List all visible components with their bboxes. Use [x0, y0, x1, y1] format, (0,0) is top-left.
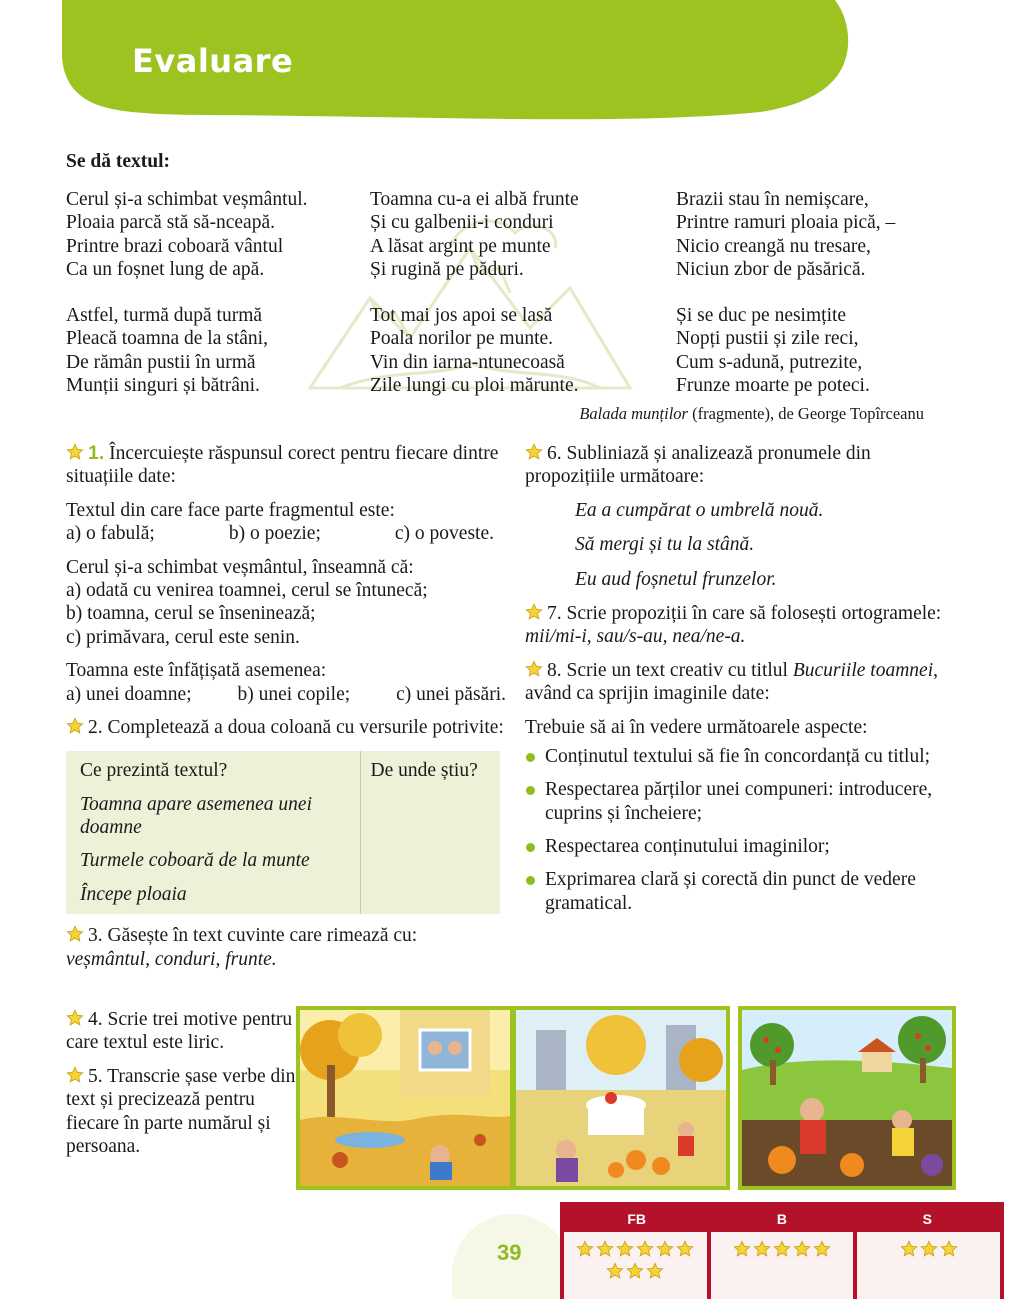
page-title: Evaluare — [132, 42, 294, 80]
composition-title: Bucuriile toamnei — [792, 659, 934, 681]
stanza-3 — [676, 188, 895, 282]
verse: De rămân pustii în urmă — [66, 351, 256, 373]
star-icon — [676, 1240, 694, 1258]
task-1 — [66, 442, 506, 706]
star-icon — [616, 1240, 634, 1258]
grade-stars-s — [857, 1232, 1000, 1299]
task-8-text-end: , având ca sprijin imaginile date: — [525, 659, 938, 705]
option[interactable]: b) toamna, cerul se înseninează; — [66, 603, 316, 625]
star-icon — [525, 603, 543, 621]
table-cell: Turmele coboară de la munte — [80, 850, 310, 872]
star-icon — [656, 1240, 674, 1258]
star-icon — [813, 1240, 831, 1258]
task-8 — [525, 659, 945, 916]
list-item: Respectarea conținutului imaginilor; — [525, 835, 945, 858]
aspects-intro: Trebuie să ai în vedere următoarele aspecte: — [525, 716, 868, 738]
verse: Pleacă toamna de la stâni, — [66, 328, 268, 350]
star-icon — [646, 1262, 664, 1280]
star-icon — [596, 1240, 614, 1258]
stanza-1 — [66, 188, 308, 282]
task-3 — [66, 924, 506, 971]
autumn-illustration-2 — [512, 1006, 730, 1190]
verse: Niciun zbor de păsărică. — [676, 259, 866, 281]
star-icon — [66, 925, 84, 943]
task-2-text: 2. Completează a doua coloană cu versurile potrivite: — [88, 716, 504, 738]
grade-header-s: S — [922, 1211, 932, 1227]
poem-source-author: (fragmente), de George Topîrceanu — [687, 404, 924, 423]
stanza-5 — [370, 304, 579, 398]
task-5-text: 5. Transcrie șase verbe din text și precizează pentru fiecare în parte numărul și persoana. — [66, 1065, 296, 1157]
verse: Astfel, turmă după turmă — [66, 305, 263, 326]
task-7 — [525, 602, 945, 649]
verse: Ploaia parcă stă să-nceapă. — [66, 212, 275, 234]
page-number: 39 — [497, 1240, 522, 1265]
table-cell: Începe ploaia — [80, 883, 187, 905]
orthogram-words: mii/mi-i, sau/s-au, nea/ne-a. — [525, 626, 746, 648]
task-8-text: 8. Scrie un text creativ cu titlul — [547, 659, 793, 681]
task-4 — [66, 1008, 296, 1055]
verse: A lăsat argint pe munte — [370, 235, 551, 257]
stanza-2 — [370, 188, 579, 282]
star-icon — [940, 1240, 958, 1258]
option[interactable]: c) primăvara, cerul este senin. — [66, 626, 300, 648]
sentence: Eu aud foșnetul frunzelor. — [575, 568, 777, 590]
task-6-text: 6. Subliniază și analizează pronumele din propozițiile următoare: — [525, 443, 871, 488]
question-2: Cerul și-a schimbat veșmântul, înseamnă că: — [66, 556, 414, 578]
sentence: Ea a cumpărat o umbrelă nouă. — [575, 499, 824, 521]
lower-left-tasks — [66, 1008, 296, 1168]
verse: Și cu galbenii-i conduri — [370, 212, 554, 234]
list-item: Conținutul textului să fie în concordanță cu titlul; — [525, 745, 945, 768]
poem — [0, 188, 1024, 438]
verse: Cerul și-a schimbat veșmântul. — [66, 189, 308, 210]
star-icon — [626, 1262, 644, 1280]
option[interactable]: b) unei copile; — [237, 683, 351, 705]
list-item: Exprimarea clară și corectă din punct de vedere gramatical. — [525, 868, 945, 915]
task-1-text: Încercuiește răspunsul corect pentru fiecare dintre situațiile date: — [66, 443, 499, 488]
task-2 — [66, 716, 506, 914]
right-column — [525, 442, 945, 925]
option[interactable]: a) o fabulă; — [66, 523, 155, 545]
verse: Printre ramuri ploaia pică, – — [676, 212, 896, 234]
star-icon — [66, 443, 84, 461]
verse: Toamna cu-a ei albă frunte — [370, 189, 579, 210]
poem-source-title: Balada munților — [579, 404, 688, 423]
verse: Și se duc pe nesimțite — [676, 305, 847, 326]
star-icon — [773, 1240, 791, 1258]
verse: Printre brazi coboară vântul — [66, 235, 284, 257]
star-icon — [900, 1240, 918, 1258]
verse: Zile lungi cu ploi mărunte. — [370, 375, 579, 397]
grade-header-b: B — [776, 1211, 788, 1227]
option[interactable]: a) unei doamne; — [66, 683, 192, 705]
stanza-4 — [66, 304, 268, 398]
option[interactable]: a) odată cu venirea toamnei, cerul se întunecă; — [66, 579, 428, 601]
verse: Frunze moarte pe poteci. — [676, 375, 870, 397]
verse: Munții singuri și bătrâni. — [66, 375, 260, 397]
verse: Nopți pustii și zile reci, — [676, 328, 859, 350]
star-icon — [636, 1240, 654, 1258]
star-icon — [920, 1240, 938, 1258]
verse: Brazii stau în nemișcare, — [676, 189, 869, 210]
task-3-text: 3. Găsește în text cuvinte care rimează cu: — [88, 925, 418, 947]
sentence: Să mergi și tu la stână. — [575, 534, 755, 556]
star-icon — [753, 1240, 771, 1258]
option[interactable]: c) o poveste. — [394, 523, 494, 545]
list-item: Respectarea părților unei compuneri: introducere, cuprins și încheiere; — [525, 778, 945, 825]
autumn-illustration-1 — [296, 1006, 514, 1190]
star-icon — [66, 1066, 84, 1084]
verse: Și rugină pe păduri. — [370, 259, 524, 281]
verse: Ca un foșnet lung de apă. — [66, 259, 265, 281]
grade-stars-fb — [564, 1232, 711, 1299]
stanza-6 — [676, 304, 870, 398]
left-column — [66, 442, 506, 981]
task-4-text: 4. Scrie trei motive pentru care textul este liric. — [66, 1009, 293, 1054]
verse: Poala norilor pe munte. — [370, 328, 554, 350]
task-7-text: 7. Scrie propoziții în care să folosești ortogramele: — [547, 602, 942, 624]
task-1-number: 1. — [88, 442, 105, 464]
task-5 — [66, 1065, 296, 1159]
option[interactable]: b) o poezie; — [228, 523, 321, 545]
task-6 — [525, 442, 945, 591]
verse: Tot mai jos apoi se lasă — [370, 305, 553, 326]
rhyme-words: veșmântul, conduri, frunte. — [66, 948, 277, 970]
verse: Cum s-adună, putrezite, — [676, 351, 863, 373]
grade-stars-b — [711, 1232, 858, 1299]
verse: Nicio creangă nu tresare, — [676, 235, 871, 257]
star-icon — [525, 443, 543, 461]
star-icon — [606, 1262, 624, 1280]
star-icon — [525, 660, 543, 678]
question-3: Toamna este înfățișată asemenea: — [66, 660, 327, 682]
table-header: Ce prezintă textul? — [80, 760, 228, 782]
grading-box — [560, 1202, 1004, 1299]
option[interactable]: c) unei păsări. — [396, 683, 506, 705]
grade-header-fb: FB — [627, 1211, 646, 1227]
table-cell: Toamna apare asemenea unei doamne — [80, 793, 312, 839]
poem-attribution — [579, 404, 924, 424]
star-icon — [66, 1009, 84, 1027]
star-icon — [576, 1240, 594, 1258]
autumn-illustration-3 — [738, 1006, 956, 1190]
aspects-list — [525, 745, 945, 915]
completion-table — [66, 751, 500, 914]
intro-label: Se dă textul: — [66, 151, 170, 172]
verse: Vin din iarna-ntunecoasă — [370, 351, 565, 373]
question-1: Textul din care face parte fragmentul este: — [66, 499, 395, 521]
star-icon — [793, 1240, 811, 1258]
table-header: De unde știu? — [360, 751, 500, 914]
star-icon — [733, 1240, 751, 1258]
star-icon — [66, 717, 84, 735]
